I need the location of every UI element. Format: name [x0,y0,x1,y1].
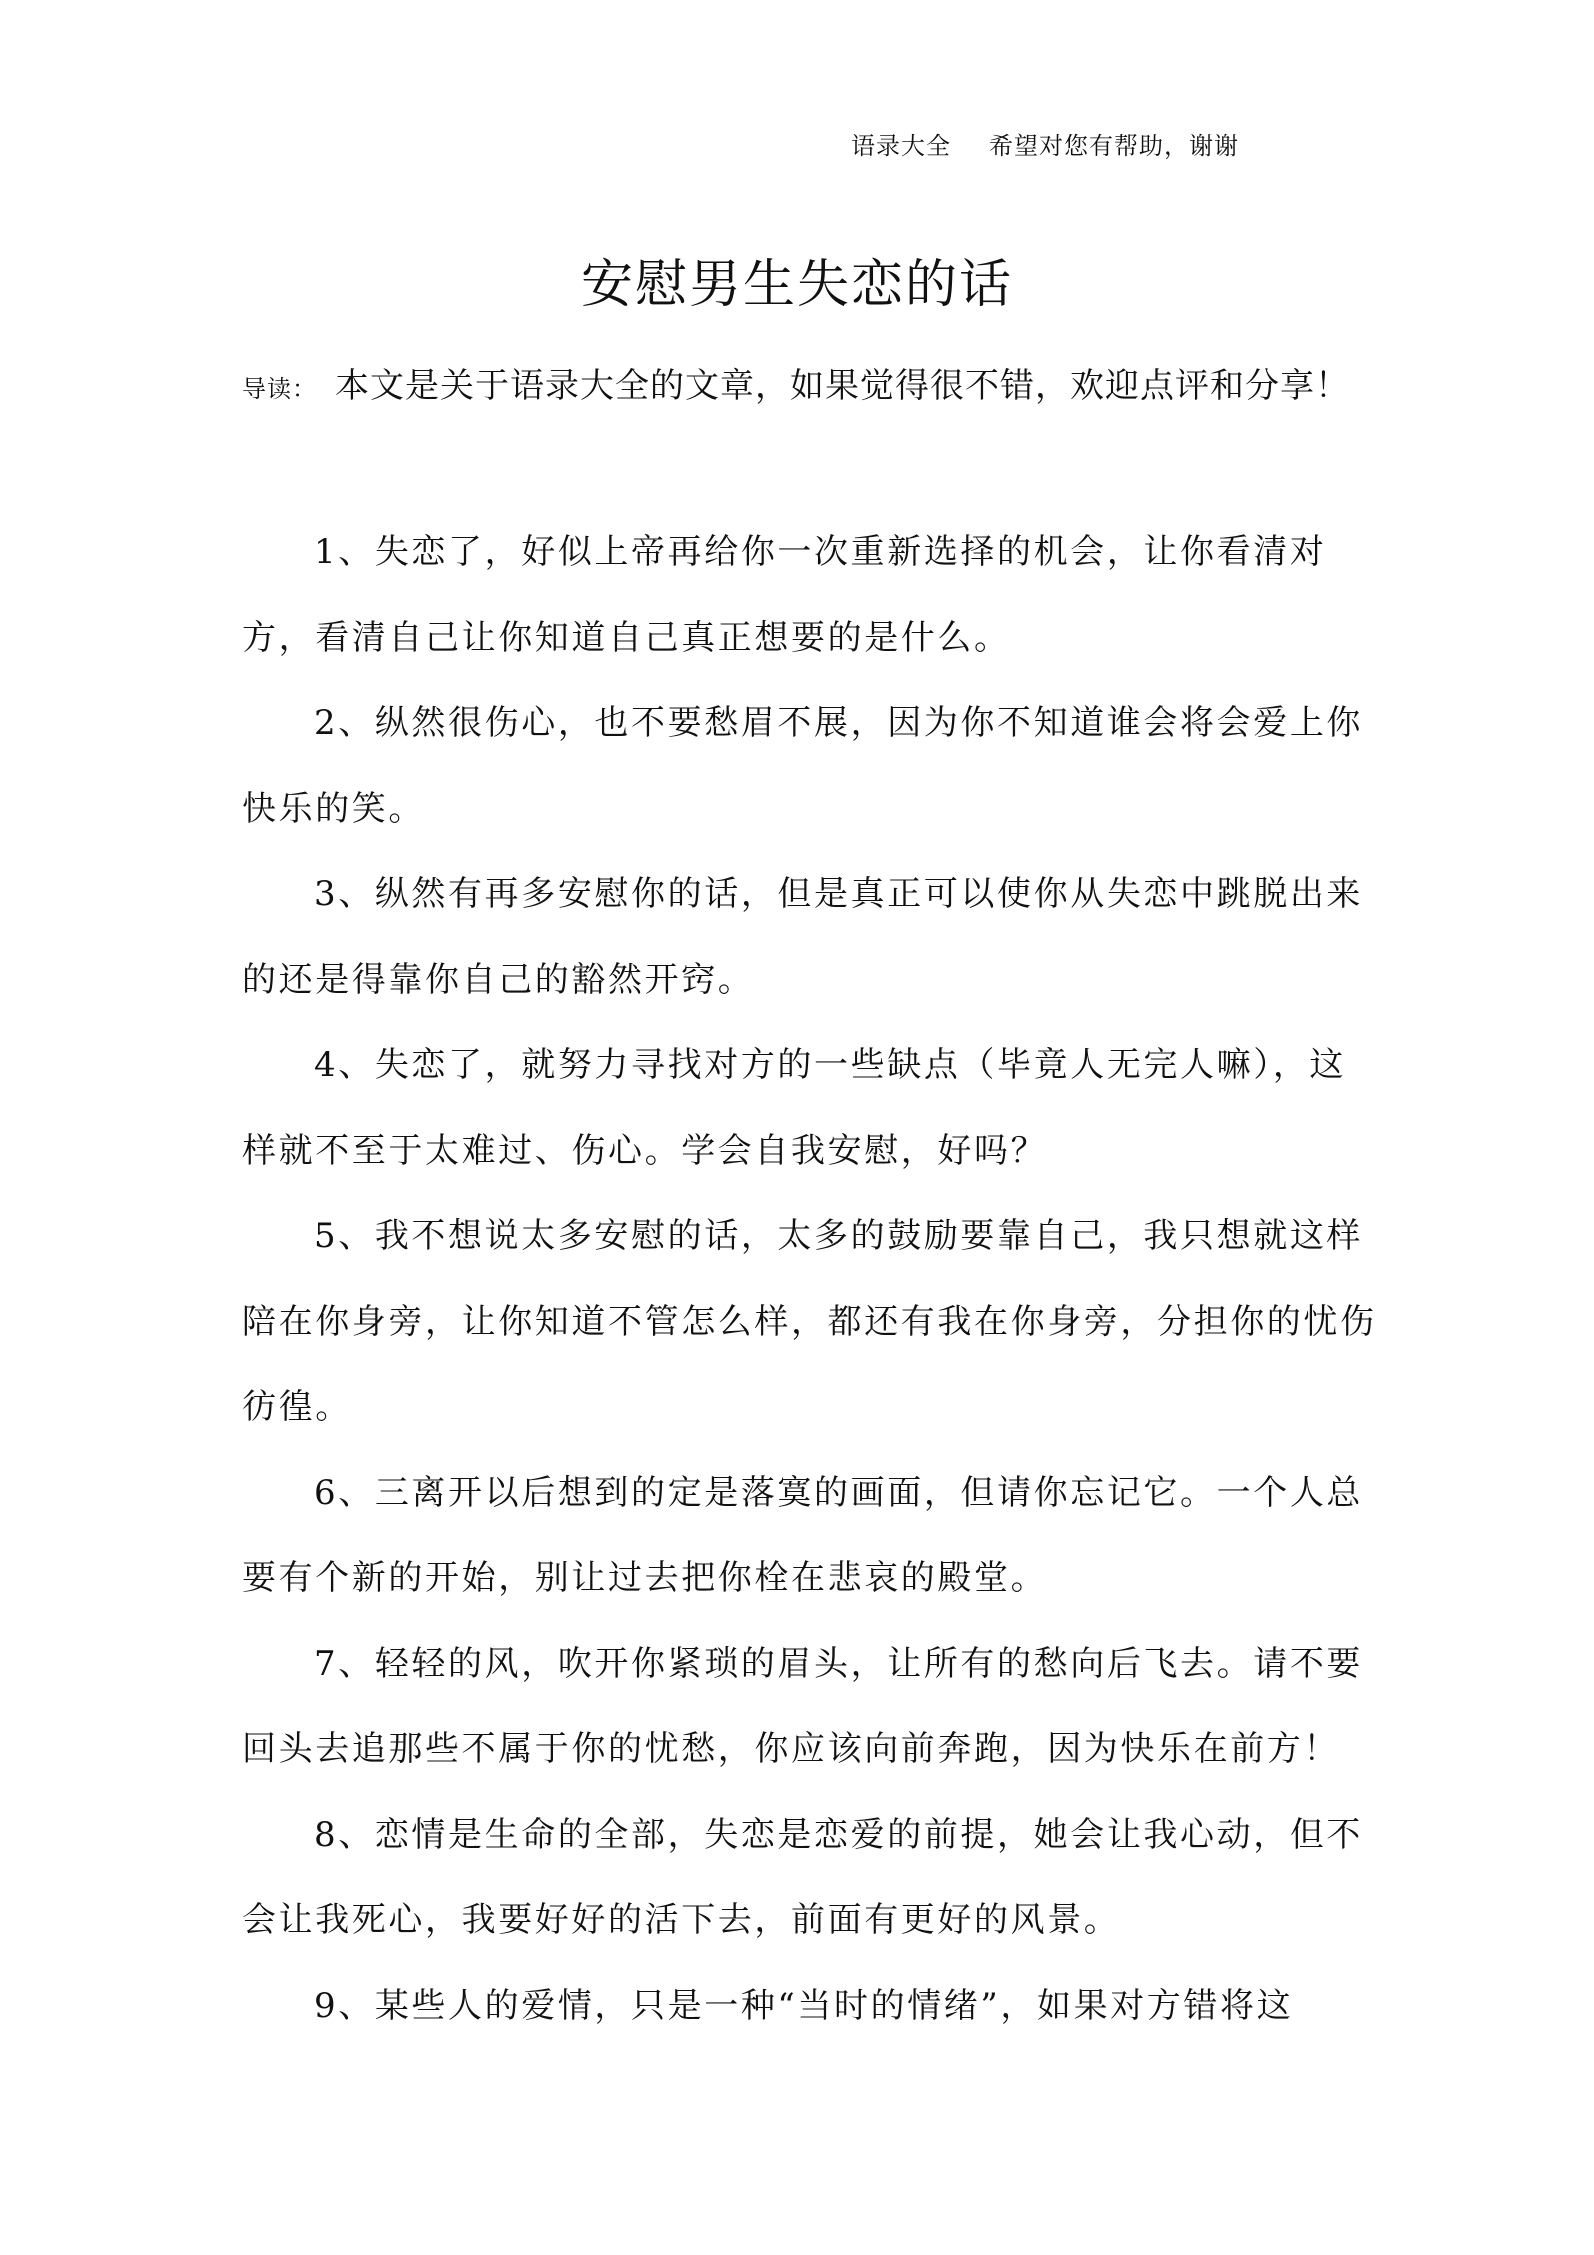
quote-paragraph-3: 3、纵然有再多安慰你的话，但是真正可以使你从失恋中跳脱出来的还是得靠你自己的豁然开窍。 [242,874,1364,1000]
header-category: 语录大全 [851,132,951,160]
header-note: 希望对您有帮助，谢谢 [989,132,1239,160]
intro-lead: 导读： [242,375,317,403]
quote-paragraph-9: 9、某些人的爱情，只是一种“当时的情绪”，如果对方错将这 [314,1985,1294,2026]
document-body [242,510,1382,2049]
quote-paragraph-1: 1、失恋了，好似上帝再给你一次重新选择的机会，让你看清对方，看清自己让你知道自己真正想要的是什么。 [242,532,1327,658]
quote-paragraph-5: 5、我不想说太多安慰的话，太多的鼓励要靠自己，我只想就这样陪在你身旁，让你知道不管怎么样，都还有我在你身旁，分担你的忧伤彷徨。 [242,1216,1377,1427]
page-header [851,126,1239,161]
intro-paragraph [242,344,1372,431]
quote-paragraph-7: 7、轻轻的风，吹开你紧琐的眉头，让所有的愁向后飞去。请不要回头去追那些不属于你的忧愁，你应该向前奔跑，因为快乐在前方！ [242,1643,1364,1769]
intro-text: 本文是关于语录大全的文章，如果觉得很不错，欢迎点评和分享！ [335,366,1350,406]
quote-paragraph-8: 8、恋情是生命的全部，失恋是恋爱的前提，她会让我心动，但不会让我死心，我要好好的活下去，前面有更好的风景。 [242,1814,1364,1940]
quote-paragraph-4: 4、失恋了，就努力寻找对方的一些缺点（毕竟人无完人嘛），这样就不至于太难过、伤心。学会自我安慰，好吗？ [242,1045,1347,1171]
quote-paragraph-6: 6、三离开以后想到的定是落寞的画面，但请你忘记它。一个人总要有个新的开始，别让过去把你栓在悲哀的殿堂。 [242,1472,1364,1598]
quote-paragraph-2: 2、纵然很伤心，也不要愁眉不展，因为你不知道谁会将会爱上你快乐的笑。 [242,703,1364,829]
document-title: 安慰男生失恋的话 [580,255,1013,315]
